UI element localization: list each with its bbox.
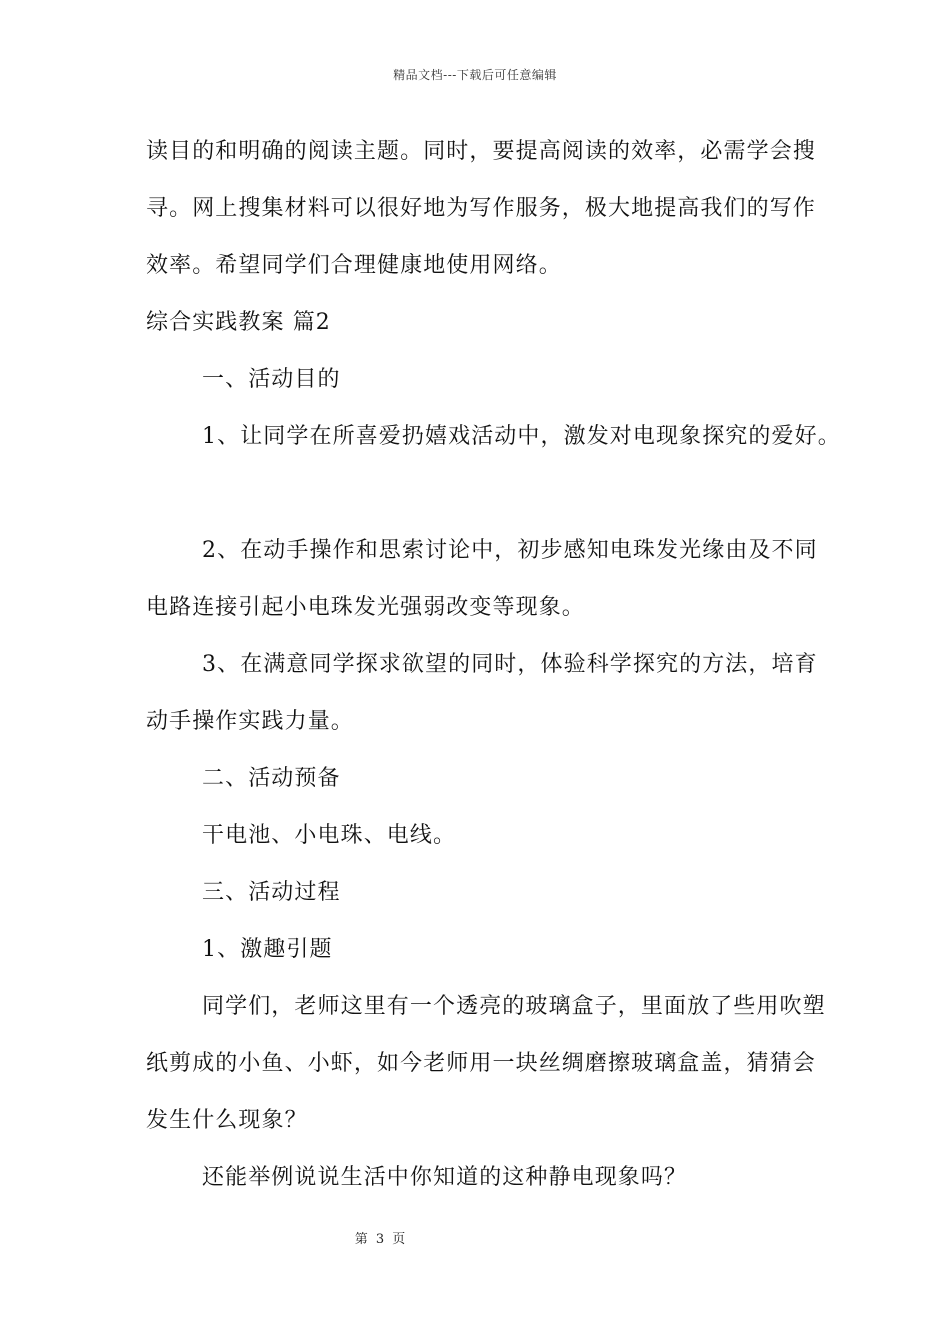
page-number: 3	[375, 1232, 385, 1247]
page-header: 精品文档---下载后可任意编辑	[393, 68, 557, 82]
paragraph-line: 寻。网上搜集材料可以很好地为写作服务，极大地提高我们的写作	[146, 196, 816, 221]
paragraph-line: 干电池、小电珠、电线。	[202, 823, 457, 848]
paragraph-line: 3、在满意同学探求欲望的同时，体验科学探究的方法，培育	[202, 652, 818, 677]
paragraph-line: 电路连接引起小电珠发光强弱改变等现象。	[146, 595, 585, 620]
section-heading: 综合实践教案 篇2	[146, 310, 331, 335]
paragraph-line: 纸剪成的小鱼、小虾，如今老师用一块丝绸磨擦玻璃盒盖，猜猜会	[146, 1051, 816, 1076]
paragraph-line: 1、让同学在所喜爱扔嬉戏活动中，激发对电现象探究的爱好。	[202, 424, 841, 449]
subsection-heading: 三、活动过程	[202, 880, 341, 905]
paragraph-line: 读目的和明确的阅读主题。同时，要提高阅读的效率，必需学会搜	[146, 139, 816, 164]
paragraph-line: 动手操作实践力量。	[146, 709, 354, 734]
footer-prefix: 第	[354, 1232, 368, 1247]
footer-suffix: 页	[392, 1232, 406, 1247]
page-footer	[0, 1228, 760, 1247]
paragraph-line: 发生什么现象？	[146, 1108, 308, 1133]
paragraph-line: 1、激趣引题	[202, 937, 333, 962]
paragraph-line: 效率。希望同学们合理健康地使用网络。	[146, 253, 562, 278]
subsection-heading: 一、活动目的	[202, 367, 341, 392]
subsection-heading: 二、活动预备	[202, 766, 341, 791]
paragraph-line: 2、在动手操作和思索讨论中，初步感知电珠发光缘由及不同	[202, 538, 818, 563]
paragraph-line: 还能举例说说生活中你知道的这种静电现象吗？	[202, 1165, 688, 1190]
paragraph-line: 同学们，老师这里有一个透亮的玻璃盒子，里面放了些用吹塑	[202, 994, 826, 1019]
